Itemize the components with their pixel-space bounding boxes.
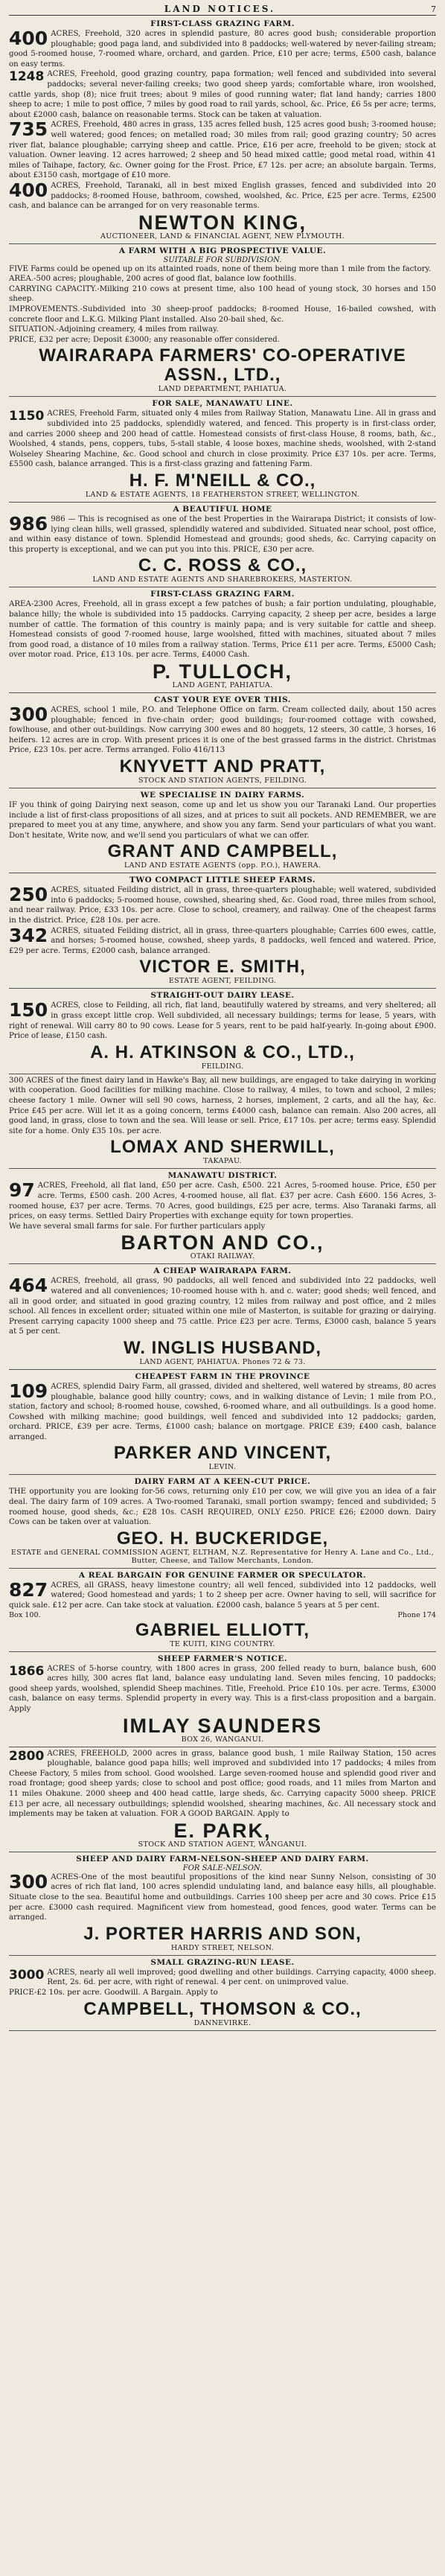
ad-text: ACRES, school 1 mile, P.O. and Telephone Office on farm. Cream collected daily, about 150 acres ploughable; fenced in five-chain order; good buildings; four-roomed cottage with cowshed, fowlhouse, and other out-buildings. Now carrying 300 ewes and 80 hoggets, 12 steers, 30 cattle, 3 horses, 16 heifers. 12 acres are in crop. With present prices it is one of the best grassed farms in the district. Christmas Price, £23 10s. per acre. Terms arranged. Folio 416/113 xyxy=(9,705,436,755)
land-ad xyxy=(9,788,436,873)
ad-phone: Phone 174 xyxy=(397,1610,436,1619)
land-ad xyxy=(9,1956,436,2031)
ad-heading: CHEAPEST FARM IN THE PROVINCE xyxy=(135,1371,310,1381)
ad-acreage: 1248 xyxy=(9,69,45,85)
agent-address: ESTATE and GENERAL COMMISSION AGENT, ELTHAM, N.Z. Representative for Henry A. Lane and Co., Ltd., Butter, Cheese, and Tallow Merchants, London. xyxy=(10,1548,435,1565)
ad-paragraph xyxy=(9,514,436,555)
ad-paragraph xyxy=(9,1001,436,1041)
ad-paragraph xyxy=(9,1222,436,1232)
ad-heading: A FARM WITH A BIG PROSPECTIVE VALUE. xyxy=(118,246,327,255)
ad-acreage: 1866 xyxy=(9,1663,45,1679)
ad-paragraph xyxy=(9,1181,436,1221)
ad-paragraph xyxy=(9,1872,436,1923)
land-ad xyxy=(9,1074,436,1170)
land-ad xyxy=(9,1852,436,1956)
ad-acreage: 464 xyxy=(9,1275,48,1297)
land-ad xyxy=(9,1264,436,1370)
land-ad xyxy=(9,873,436,989)
page-title: LAND NOTICES. xyxy=(164,4,276,14)
land-ad xyxy=(9,244,436,398)
agent-address: TE KUITI, KING COUNTRY. xyxy=(170,1639,275,1648)
ad-heading: A CHEAP WAIRARAPA FARM. xyxy=(153,1266,292,1276)
agent-name: P. TULLOCH, xyxy=(152,660,292,683)
ad-paragraph xyxy=(9,29,436,69)
ad-text: ACRES, situated Feilding district, all in grass, three-quarters ploughable; Carries 600 ewes, cattle, and horses; 5-roomed house, cowshed, sheep yards, 8 paddocks, well fenced and watered. Price, £29 per acre. Terms, £2000 cash, balance arranged. xyxy=(9,926,436,955)
agent-address: HARDY STREET, NELSON. xyxy=(170,1943,275,1952)
ad-text: FIVE Farms could be opened up on its attainted roads, none of them being more than 1 mile from the factory. xyxy=(9,264,432,273)
ad-paragraph xyxy=(9,120,436,181)
agent-name: PARKER AND VINCENT, xyxy=(113,1443,332,1464)
agent-name: BARTON AND CO., xyxy=(121,1231,324,1254)
agent-address: LAND AND ESTATE AGENTS AND SHAREBROKERS, MASTERTON. xyxy=(92,576,353,584)
agent-name: E. PARK, xyxy=(173,1819,272,1842)
ad-acreage: 300 xyxy=(9,1870,48,1893)
ad-text: AREA-2300 Acres, Freehold, all in grass except a few patches of bush; a fair portion undulating, ploughable, balance hilly; the whole is subdivided into 15 paddocks. Carrying capacity, 2 sheep per acre, besides a large number of cattle. The formation of this country is mainly papa; and is very suitable for cattle and sheep. Homestead consists of good 7-roomed house, large woolshed, fitted with machines, situated about 7 miles from good road, a distance of 10 miles from a railway station. Terms, Price £11 per acre. Terms, £5000 Cash; over motor road. Price, £13 10s. per acre. Terms, £4000 Cash. xyxy=(9,600,436,660)
ad-heading: SHEEP FARMER'S NOTICE. xyxy=(157,1654,288,1663)
ad-paragraph xyxy=(9,1487,436,1527)
ad-paragraph xyxy=(9,1749,436,1820)
ad-text: ACRES, Freehold Farm, situated only 4 miles from Railway Station, Manawatu Line. All in grass and subdivided into 25 paddocks, splendidly watered, and fenced. This property is in first-class order, and carries 2000 sheep and 200 head of cattle. Homestead consists of first-class House, 8 rooms, bath, &c., Woolshed, 4 stands, pens, coppers, tubs, 5-stall stable, 4 loose boxes, machine sheds, woolshed, with 2-stand Wolseley Shearing Machine, &c. Good school and church in close proximity. Price £37 10s. per acre. Terms, £5500 cash, balance arranged. This is a first-class grazing and fattening Farm. xyxy=(9,409,436,469)
ad-text: THE opportunity you are looking for-56 cows, returning only £10 per cow, we will give you an idea of a fair deal. The dairy farm of 109 acres. A Two-roomed Taranaki, small portion swampy; fenced and subdivided; 5 roomed house, good sheds, &c.; £28 10s. CASH REQUIRED, ONLY £250. PRICE £26; £2000 down. Dairy Cows can be taken over at valuation. xyxy=(9,1488,436,1527)
ad-paragraph xyxy=(9,1988,436,1998)
ad-heading: DAIRY FARM AT A KEEN-CUT PRICE. xyxy=(134,1477,311,1487)
agent-name: NEWTON KING, xyxy=(138,211,307,234)
ads-column xyxy=(9,17,436,2031)
ad-paragraph xyxy=(9,1578,436,1611)
land-ad xyxy=(9,503,436,587)
ad-text: ACRES, situated Feilding district, all in grass, three-quarters ploughable; well watered, subdivided into 6 paddocks; 5-roomed house, cowshed, shearing shed, &c. Good road, three miles from school, and near railway. Price, £33 10s. per acre. Close to school, creamery, and railway. One of the cheapest farms in the district. Price, £28 10s. per acre. xyxy=(9,886,436,925)
ad-text: ACRES, Freehold, good grazing country, papa formation; well fenced and subdivided into several paddocks; several never-failing creeks; two good sheep yards; comfortable whare, iron woolshed, cattle yards, shop (8); nice fruit trees; about 9 miles of good running water; flat land handy; carries 1800 sheep to acre; 1 mile to post office, 7 miles by good road to rail yards, school, &c. Price, £6 5s per acre; terms, about £2000 cash, balance on reasonable terms. Stock can be taken at valuation. xyxy=(9,70,436,119)
land-ad xyxy=(9,1652,436,1747)
ad-heading: MANAWATU DISTRICT. xyxy=(167,1171,278,1181)
agent-address: LEVIN. xyxy=(208,1463,237,1472)
agent-name: GABRIEL ELLIOTT, xyxy=(135,1619,310,1640)
ad-text: ACRES-One of the most beautiful propositions of the kind near Sunny Nelson, consisting of 30 acres of rich flat land, 100 acres splendid undulating land, and balance easy hills, all ploughable. Situate close to the sea. Beautiful home and outbuildings. Carries 100 sheep per acre and 30 cows. Price £15 per acre. £3000 cash required. Magnificent view from homestead, good fences, good water. Terms can be arranged. xyxy=(9,1872,436,1922)
ad-text: We have several small farms for sale. For further particulars apply xyxy=(9,1222,266,1231)
agent-address: STOCK AND STATION AGENTS, FEILDING. xyxy=(138,776,307,785)
ad-contact-row xyxy=(9,1611,436,1619)
land-ad xyxy=(9,693,436,788)
ad-heading: STRAIGHT-OUT DAIRY LEASE. xyxy=(150,991,295,1001)
ad-text: ACRES, splendid Dairy Farm, all grassed, divided and sheltered, well watered by streams, 80 acres ploughable, balance good hilly country; cows, and in walking distance of Levin; 1 mile from P.O., station, factory and school; 8-roomed house, cowshed, 6-roomed whare, and all outbuildings. Is a good home. Cowshed with milking machine; good buildings, well fenced and subdivided into 12 paddocks; garden, orchard. PRICE, £39 per acre. Terms, £1000 cash; balance on mortgage. PRICE £39; £400 cash, balance arranged. xyxy=(9,1382,436,1441)
ad-heading: A BEAUTIFUL HOME xyxy=(173,505,272,514)
agent-address: LAND AND ESTATE AGENTS (opp. P.O.), HAWERA. xyxy=(124,861,321,870)
agent-name: A. H. ATKINSON & CO., LTD., xyxy=(90,1042,355,1062)
land-ad xyxy=(9,1370,436,1476)
ad-heading: CAST YOUR EYE OVER THIS. xyxy=(154,695,291,704)
land-ad xyxy=(9,989,436,1074)
land-ad xyxy=(9,1475,436,1568)
ad-acreage: 300 xyxy=(9,703,48,725)
ad-acreage: 109 xyxy=(9,1380,48,1402)
ad-acreage: 400 xyxy=(9,179,48,201)
ad-text: ACRES of 5-horse country, with 1800 acres in grass, 200 felled ready to burn, balance bush, 600 acres hilly, 300 acres flat land, balance easy undulating land. Seven miles fencing, 10 paddocks; good sheep yards, woolshed, splendid Sheep machines. Title, Freehold. Price £10 10s. per acre. Terms, £3000 cash, balance on easy terms. Splendid property in every way. This is a first-class proposition and a bargain. Apply xyxy=(9,1664,436,1713)
ad-paragraph xyxy=(9,705,436,756)
ad-acreage: 150 xyxy=(9,999,48,1021)
ad-heading: FIRST-CLASS GRAZING FARM. xyxy=(150,590,295,599)
ad-paragraph xyxy=(9,926,436,957)
ad-paragraph xyxy=(9,69,436,120)
ad-text: PRICE-£2 10s. per acre. Goodwill. A Bargain. Apply to xyxy=(9,1988,218,1997)
ad-paragraph xyxy=(9,1076,436,1137)
ad-heading: FOR SALE, MANAWATU LINE. xyxy=(152,399,293,409)
agent-address: TAKAPAU. xyxy=(203,1157,242,1166)
agent-address: OTAKI RAILWAY. xyxy=(190,1252,255,1261)
agent-name: IMLAY SAUNDERS xyxy=(122,1714,323,1737)
ad-text: PRICE, £32 per acre; Deposit £3000; any reasonable offer considered. xyxy=(9,335,280,344)
ad-text: ACRES, FREEHOLD, 2000 acres in grass, balance good bush, 1 mile Railway Station, 150 acres ploughable, balance good papa hills; well improved and subdivided into 17 paddocks; 4 miles from Cheese Factory, 5 miles from school. Good woolshed. Large seven-roomed house and splendid good river and road frontage; good sheep yards; close to school and post office; good roads, and 11 miles from Marton and 11 miles Ohakune. 2000 sheep and 400 head cattle, large sheds, &c. Carrying capacity 5000 sheep. PRICE £13 per acre, all necessary outbuildings; splendid woolshed, shearing machines, &c. All necessary stock and implements may be taken at valuation. FOR A GOOD BARGAIN. Apply to xyxy=(9,1749,436,1819)
ad-paragraph xyxy=(9,1664,436,1715)
ad-acreage: 986 xyxy=(9,513,48,535)
ad-acreage: 250 xyxy=(9,884,48,906)
ad-text: ACRES, all GRASS, heavy limestone country; all well fenced, subdivided into 12 paddocks, well watered; Good homestead and yards; 1 to 2 sheep per acre. Owner having to sell, will sacrifice for quick sale. £12 per acre. Can take stock at valuation. £2000 cash, balance 5 years at 5 per cent. xyxy=(9,1581,436,1610)
agent-address: AUCTIONEER, LAND & FINANCIAL AGENT, NEW PLYMOUTH. xyxy=(100,232,345,240)
ad-acreage: 400 xyxy=(9,28,48,49)
ad-heading: WE SPECIALISE IN DAIRY FARMS. xyxy=(140,790,305,800)
ad-paragraph xyxy=(9,181,436,211)
ad-text: 300 ACRES of the finest dairy land in Hawke's Bay, all new buildings, are engaged to take dairying in working with cooperation. Good facilities for milking machine. Close to railway, 4 miles, to town and school, 2 miles; cheese factory 1 mile. Owner will sell 90 cows, harness, 2 horses, implement, 2 carts, and all the hay, &c. Price £45 per acre. Will let it as a going concern, terms £4000 cash, balance can remain. Also 200 acres, all good land, in grass, close to town and the sea. Will lease or sell. Price, £17 10s. per acre; terms easy. Splendid site for a home. Only £35 10s. per acre. xyxy=(9,1076,436,1135)
ad-text: ACRES, freehold, all grass, 90 paddocks, all well fenced and subdivided into 22 paddocks, well watered and all conveniences; 10-roomed house with h. and c. water; good sheds; well fenced, and all in good order, and situated in good grazing country, 12 miles from railway and post office, and 2 miles school. All fences in excellent order; situated within one mile of Masterton, is suitable for grazing or dairying. Present carrying capacity 1000 sheep and 75 cattle. Price £23 per acre. Terms, £3000 cash, balance 5 years at 5 per cent. xyxy=(9,1277,436,1336)
ad-paragraph xyxy=(9,885,436,925)
ad-text: CARRYING CAPACITY.-Milking 210 cows at present time, also 100 head of young stock, 30 horses and 150 sheep. xyxy=(9,284,436,304)
ad-text: ACRES, Freehold, Taranaki, all in best mixed English grasses, fenced and subdivided into 20 paddocks; 8-roomed House, bathroom, cowshed, woolshed, &c. Price, £25 per acre. Terms, £2500 cash, and balance can be arranged for on very reasonable terms. xyxy=(9,181,436,211)
ad-paragraph xyxy=(9,325,436,335)
ad-text: IMPROVEMENTS.-Subdivided into 30 sheep-proof paddocks; 8-roomed House, 16-bailed cowshed, with concrete floor and L.K.G. Milking Plant installed. Also 20-bail shed, &c. xyxy=(9,305,436,324)
page-number: 7 xyxy=(430,4,436,14)
ad-paragraph xyxy=(9,800,436,841)
agent-name: J. PORTER HARRIS AND SON, xyxy=(83,1923,362,1944)
ad-text: ACRES, Freehold, 320 acres in splendid pasture, 80 acres good bush; considerable proportion ploughable; good paga land, and subdivided into 8 paddocks; well-watered by never-failing stream; good 5-roomed house, 7-roomed whare, orchard, and garden. Price, £10 per acre; terms, £500 cash, balance on easy terms. xyxy=(9,30,436,68)
ad-heading: FIRST-CLASS GRAZING FARM. xyxy=(150,19,295,28)
ad-paragraph xyxy=(9,264,436,275)
agent-name: GEO. H. BUCKERIDGE, xyxy=(116,1528,329,1549)
agent-name: VICTOR E. SMITH, xyxy=(139,957,306,978)
agent-address: FEILDING. xyxy=(201,1062,244,1071)
ad-paragraph xyxy=(9,1276,436,1337)
agent-address: STOCK AND STATION AGENT, WANGANUI. xyxy=(138,1840,307,1849)
agent-address: LAND DEPARTMENT, PAHIATUA. xyxy=(158,385,287,394)
agent-address: BOX 26, WANGANUI. xyxy=(181,1735,264,1744)
page-header xyxy=(9,3,436,16)
ad-text: ACRES, close to Feilding, all rich, flat land, beautifully watered by streams, and very sheltered; all in grass except little crop. Well subdivided, all necessary buildings; terms for lease, 5 years, with right of renewal. Will carry 80 to 90 cows. Lease for 5 years, rent to be paid half-yearly. In-going about £900. Price of lease, £150 cash. xyxy=(9,1001,436,1041)
ad-acreage: 3000 xyxy=(9,1967,45,1983)
land-ad xyxy=(9,1569,436,1652)
ad-box: Box 100. xyxy=(9,1610,41,1619)
ad-text: ACRES, nearly all well improved; good dwelling and other buildings. Carrying capacity, 4000 sheep. Rent, 2s. 6d. per acre, with right of renewal. 4 per cent. on unimproved value. xyxy=(47,1968,436,1987)
ad-paragraph xyxy=(9,284,436,305)
agent-address: LAND AGENT, PAHIATUA. Phones 72 & 73. xyxy=(139,1357,306,1366)
ad-paragraph xyxy=(9,274,436,284)
ad-paragraph xyxy=(9,409,436,470)
ad-text: 986 — This is recognised as one of the best Properties in the Wairarapa District; it consists of low-lying clean hills, well grassed, splendidly watered and subdivided. Situated near school, post office, and within easy distance of town. Splendid Homestead and grounds; good sheds, &c. Carrying capacity on this property is exceptional, and we can put you into this. PRICE, £30 per acre. xyxy=(9,515,436,554)
agent-name: W. INGLIS HUSBAND, xyxy=(123,1337,321,1358)
land-ad xyxy=(9,587,436,693)
ad-paragraph xyxy=(9,1382,436,1443)
ad-paragraph xyxy=(9,599,436,660)
agent-name: C. C. ROSS & CO., xyxy=(138,555,307,576)
ad-acreage: 342 xyxy=(9,924,48,946)
ad-acreage: 735 xyxy=(9,118,48,141)
land-ad xyxy=(9,1169,436,1264)
ad-acreage: 1150 xyxy=(9,409,45,424)
agent-address: DANNEVIRKE. xyxy=(193,2018,252,2027)
ad-text: SITUATION.-Adjoining creamery, 4 miles from railway. xyxy=(9,325,219,334)
land-ad xyxy=(9,397,436,503)
ad-acreage: 827 xyxy=(9,1578,48,1601)
agent-name: WAIRARAPA FARMERS' CO-OPERATIVE ASSN., LTD., xyxy=(39,345,406,386)
ad-text: ACRES, Freehold, all flat land, £50 per acre. Cash, £500. 221 Acres, 5-roomed house. Price, £50 per acre. Terms, £500 cash. 200 Acres, 4-roomed house, all flat. £37 per acre. Cash £600. 156 Acres, 3-roomed house, £37 per acre. Terms. 70 Acres, good buildings, £25 per acre, terms. Also Taranaki farms, all prices, on easy terms. Settled Dairy Properties with exchange equity for town properties. xyxy=(9,1182,436,1221)
agent-name: KNYVETT AND PRATT, xyxy=(119,756,326,777)
ad-heading: SHEEP AND DAIRY FARM-NELSON-SHEEP AND DAIRY FARM. xyxy=(76,1854,369,1864)
ad-paragraph xyxy=(9,305,436,325)
ad-subheading: FOR SALE-NELSON. xyxy=(182,1864,263,1872)
agent-address: ESTATE AGENT, FEILDING. xyxy=(168,977,277,986)
agent-name: CAMPBELL, THOMSON & CO., xyxy=(83,1998,362,2019)
ad-acreage: 97 xyxy=(9,1179,35,1202)
agent-name: GRANT AND CAMPBELL, xyxy=(107,841,338,862)
agent-address: LAND AGENT, PAHIATUA. xyxy=(172,680,273,689)
ad-paragraph xyxy=(9,1968,436,1988)
ad-subheading: SUITABLE FOR SUBDIVISION. xyxy=(163,255,282,264)
ad-paragraph xyxy=(9,335,436,345)
ad-heading: A REAL BARGAIN FOR GENUINE FARMER OR SPECULATOR. xyxy=(78,1570,367,1580)
agent-name: LOMAX AND SHERWILL, xyxy=(110,1137,335,1158)
land-ad xyxy=(9,1747,436,1852)
land-ad xyxy=(9,17,436,244)
ad-acreage: 2800 xyxy=(9,1748,45,1764)
ad-text: AREA.-500 acres; ploughable, 200 acres of good flat, balance low foothills. xyxy=(9,275,297,284)
ad-heading: SMALL GRAZING-RUN LEASE. xyxy=(150,1957,295,1967)
agent-name: H. F. M'NEILL & CO., xyxy=(129,471,316,491)
agent-address: LAND & ESTATE AGENTS, 18 FEATHERSTON STREET, WELLINGTON. xyxy=(85,491,360,499)
ad-text: ACRES, Freehold, 480 acres in grass, 135 acres felled bush, 125 acres good bush; 3-roomed house; well watered; good fences; on metalled road; 30 miles from rail; good grazing country; 50 acres river flat, balance ploughable; carrying sheep and cattle. Price, £16 per acre, freehold to be given; stock at valuation. Owner leaving. 12 acres harrowed; 2 sheep and 50 head mixed cattle; good metal road, within 41 miles of Taihape, factory, &c. Owner going for the Frost. Price, £7 12s. per acre; an absolute bargain. Terms, about £3150 cash, mortgage of £10 more. xyxy=(9,121,436,180)
ad-text: IF you think of going Dairying next season, come up and let us show you our Taranaki Land. Our properties include a list of first-class propositions of all sizes, and at prices to suit all pockets. AND REMEMBER, we are prepared to meet you at any time, anywhere, and show you any farm. Send your particulars of what you want. Don't hesitate, Write now, and we'll send you particulars of what we can offer. xyxy=(9,800,436,840)
ad-heading: TWO COMPACT LITTLE SHEEP FARMS. xyxy=(129,876,316,885)
